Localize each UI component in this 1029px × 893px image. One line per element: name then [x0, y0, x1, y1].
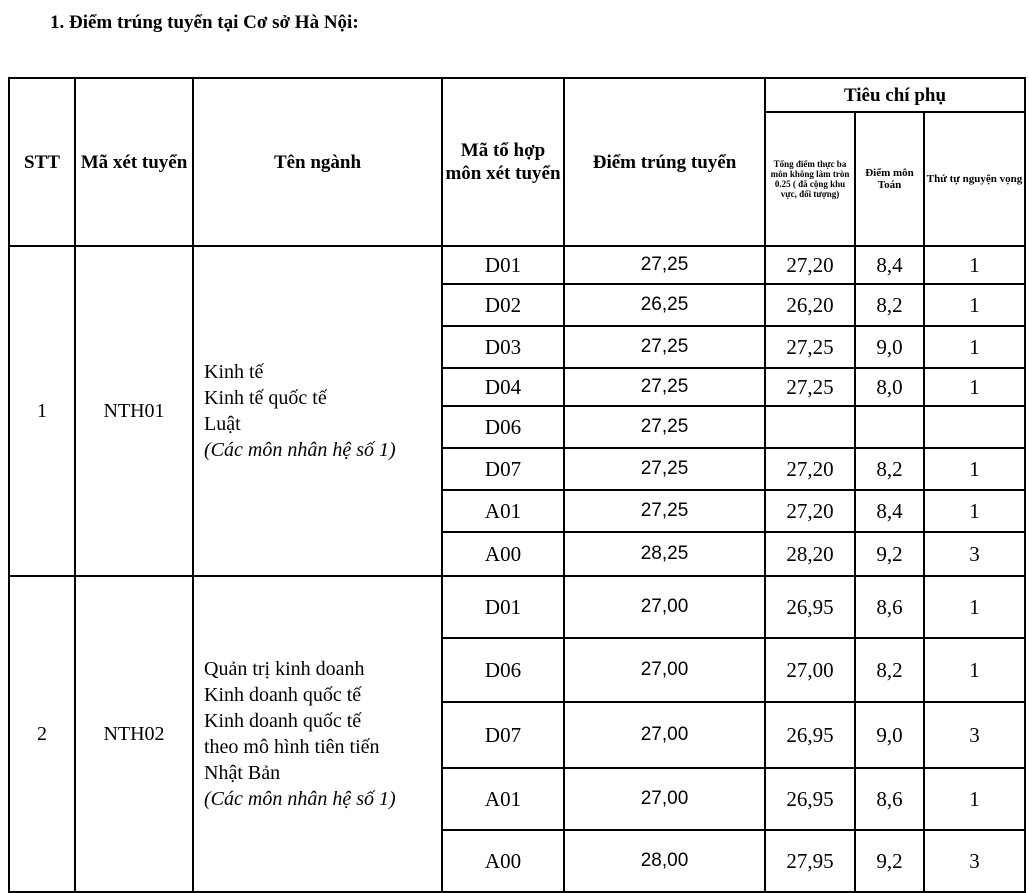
row-ma-xet-tuyen: NTH01 — [75, 246, 193, 576]
row-thu-tu: 1 — [924, 768, 1025, 830]
row-diem-trung-tuyen: 27,25 — [564, 368, 765, 406]
row-diem-trung-tuyen: 28,25 — [564, 532, 765, 576]
row-tong-diem: 26,95 — [765, 702, 855, 768]
row-thu-tu: 1 — [924, 326, 1025, 368]
row-tong-diem: 26,20 — [765, 284, 855, 326]
row-ma-xet-tuyen: NTH02 — [75, 576, 193, 892]
major-name: Kinh tế quốc tế — [204, 387, 327, 409]
row-ma-to-hop: D02 — [442, 284, 564, 326]
row-diem-trung-tuyen: 27,00 — [564, 638, 765, 702]
row-diem-toan: 9,2 — [855, 830, 924, 892]
row-thu-tu: 3 — [924, 702, 1025, 768]
header-tieu-chi-phu: Tiêu chí phụ — [765, 78, 1025, 112]
header-diem-trung-tuyen: Điểm trúng tuyển — [564, 78, 765, 246]
header-ma-xet-tuyen: Mã xét tuyển — [75, 78, 193, 246]
row-ma-to-hop: D04 — [442, 368, 564, 406]
header-tong-diem: Tổng điểm thực ba môn không làm tròn 0.25 ( đã cộng khu vực, đối tượng) — [765, 112, 855, 246]
row-tong-diem: 27,00 — [765, 638, 855, 702]
table-row — [9, 576, 1025, 638]
row-thu-tu: 1 — [924, 246, 1025, 284]
row-diem-trung-tuyen: 27,00 — [564, 768, 765, 830]
row-diem-toan: 8,4 — [855, 490, 924, 532]
row-ten-nganh — [193, 576, 442, 892]
row-diem-toan: 9,0 — [855, 702, 924, 768]
major-name: theo mô hình tiên tiến — [204, 736, 380, 758]
row-ma-to-hop: D01 — [442, 246, 564, 284]
row-diem-toan: 9,0 — [855, 326, 924, 368]
row-diem-trung-tuyen: 27,25 — [564, 326, 765, 368]
row-thu-tu: 1 — [924, 576, 1025, 638]
row-ma-to-hop: D06 — [442, 638, 564, 702]
row-ma-to-hop: A00 — [442, 830, 564, 892]
admission-score-table — [8, 77, 1026, 893]
section-heading: 1. Điểm trúng tuyển tại Cơ sở Hà Nội: — [50, 12, 359, 33]
row-ma-to-hop: A01 — [442, 768, 564, 830]
row-thu-tu: 1 — [924, 448, 1025, 490]
major-name: Kinh doanh quốc tế — [204, 710, 362, 732]
row-diem-toan: 8,2 — [855, 284, 924, 326]
row-diem-trung-tuyen: 27,25 — [564, 448, 765, 490]
row-ma-to-hop: A00 — [442, 532, 564, 576]
row-diem-toan — [855, 406, 924, 448]
row-diem-trung-tuyen: 27,25 — [564, 490, 765, 532]
row-thu-tu: 3 — [924, 532, 1025, 576]
row-thu-tu: 1 — [924, 638, 1025, 702]
row-thu-tu: 1 — [924, 368, 1025, 406]
table-row — [9, 246, 1025, 284]
major-note: (Các môn nhân hệ số 1) — [204, 788, 396, 810]
row-diem-toan: 8,6 — [855, 768, 924, 830]
row-diem-toan: 8,6 — [855, 576, 924, 638]
row-ma-to-hop: D03 — [442, 326, 564, 368]
header-ma-to-hop: Mã tổ hợp môn xét tuyển — [442, 78, 564, 246]
row-tong-diem: 26,95 — [765, 768, 855, 830]
row-thu-tu — [924, 406, 1025, 448]
row-ma-to-hop: A01 — [442, 490, 564, 532]
row-thu-tu: 3 — [924, 830, 1025, 892]
major-name: Kinh doanh quốc tế — [204, 684, 362, 706]
row-tong-diem: 27,20 — [765, 246, 855, 284]
row-tong-diem — [765, 406, 855, 448]
row-thu-tu: 1 — [924, 284, 1025, 326]
row-diem-trung-tuyen: 27,00 — [564, 576, 765, 638]
row-ma-to-hop: D01 — [442, 576, 564, 638]
row-diem-toan: 9,2 — [855, 532, 924, 576]
row-tong-diem: 27,95 — [765, 830, 855, 892]
row-tong-diem: 27,20 — [765, 490, 855, 532]
row-ma-to-hop: D07 — [442, 448, 564, 490]
row-diem-toan: 8,0 — [855, 368, 924, 406]
row-tong-diem: 27,20 — [765, 448, 855, 490]
row-stt: 1 — [9, 246, 75, 576]
row-diem-trung-tuyen: 27,25 — [564, 406, 765, 448]
row-ma-to-hop: D07 — [442, 702, 564, 768]
row-tong-diem: 27,25 — [765, 368, 855, 406]
row-stt: 2 — [9, 576, 75, 892]
row-ten-nganh — [193, 246, 442, 576]
row-tong-diem: 27,25 — [765, 326, 855, 368]
row-ma-to-hop: D06 — [442, 406, 564, 448]
header-ten-nganh: Tên ngành — [193, 78, 442, 246]
row-thu-tu: 1 — [924, 490, 1025, 532]
header-thu-tu: Thứ tự nguyện vọng — [924, 112, 1025, 246]
header-stt: STT — [9, 78, 75, 246]
major-name: Kinh tế — [204, 361, 264, 383]
major-name: Nhật Bản — [204, 762, 281, 784]
row-tong-diem: 26,95 — [765, 576, 855, 638]
major-name: Luật — [204, 413, 241, 435]
row-diem-trung-tuyen: 27,00 — [564, 702, 765, 768]
major-note: (Các môn nhân hệ số 1) — [204, 439, 396, 461]
row-diem-toan: 8,4 — [855, 246, 924, 284]
row-diem-trung-tuyen: 26,25 — [564, 284, 765, 326]
row-diem-trung-tuyen: 27,25 — [564, 246, 765, 284]
major-name: Quản trị kinh doanh — [204, 658, 365, 680]
header-diem-toan: Điểm môn Toán — [855, 112, 924, 246]
row-diem-toan: 8,2 — [855, 638, 924, 702]
row-diem-toan: 8,2 — [855, 448, 924, 490]
row-tong-diem: 28,20 — [765, 532, 855, 576]
row-diem-trung-tuyen: 28,00 — [564, 830, 765, 892]
